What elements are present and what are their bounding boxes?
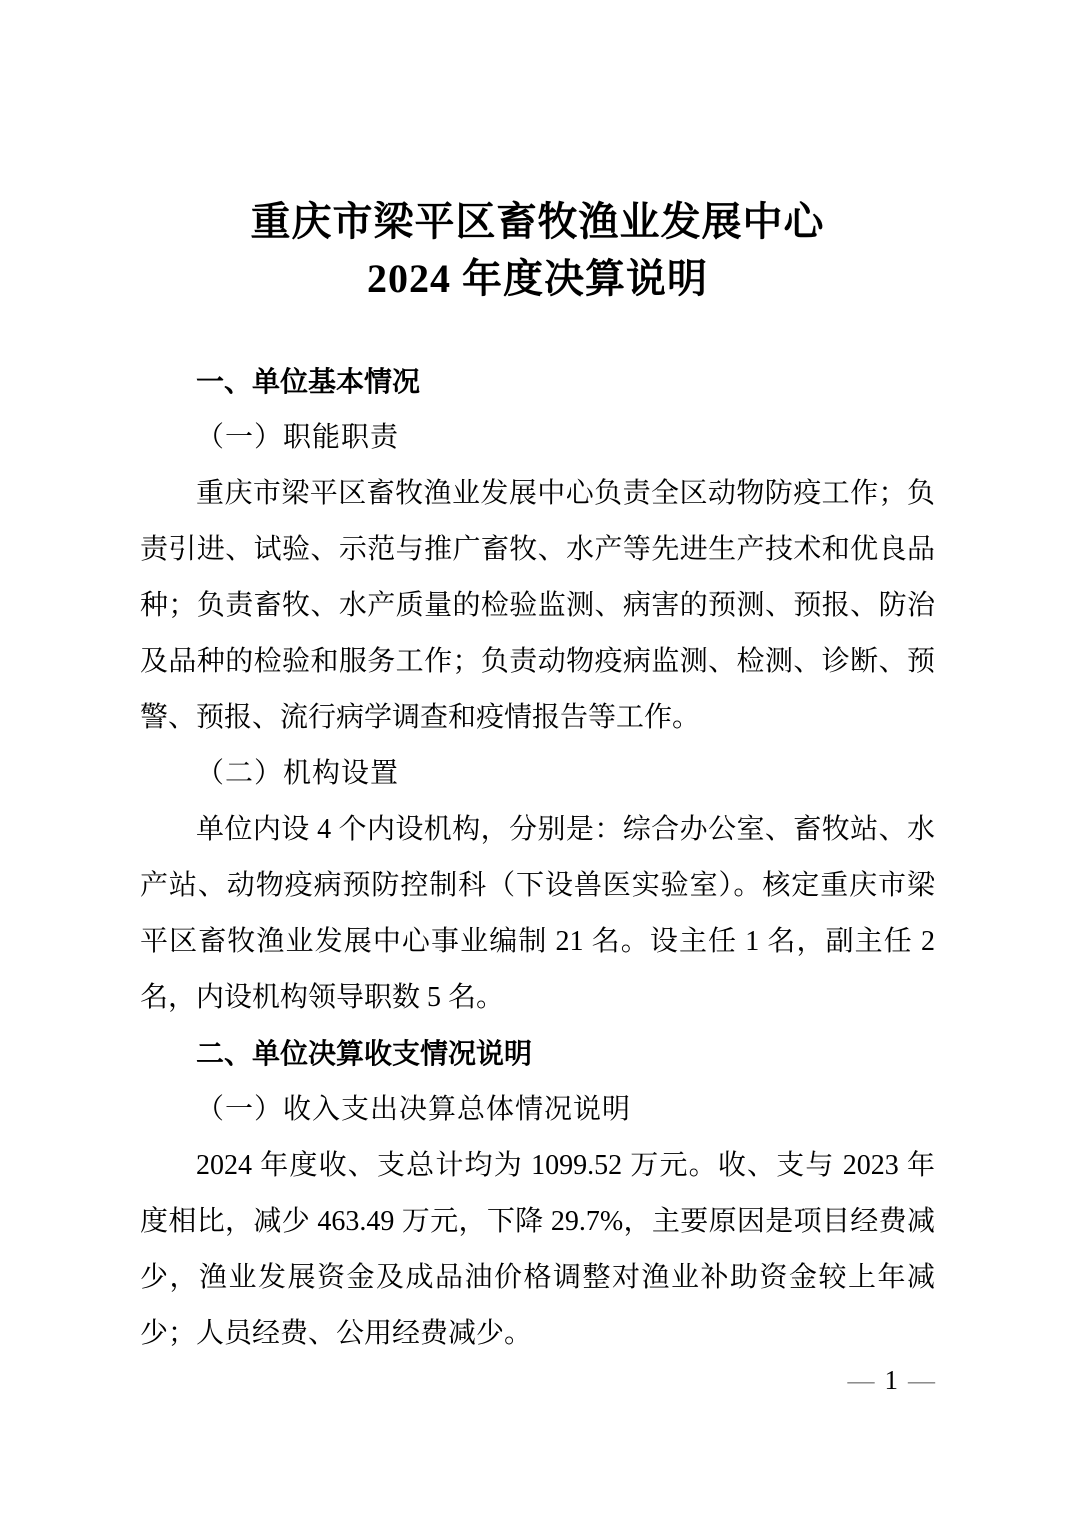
subsection-heading-overall-revenue-expenditure: （一）收入支出决算总体情况说明: [196, 1094, 632, 1125]
document-title-line1: 重庆市梁平区畜牧渔业发展中心: [250, 199, 825, 244]
paragraph-overall-revenue-expenditure: 2024 年度收、支总计均为 1099.52 万元。收、支与 2023 年度相比，减少 463.49 万元，下降 29.7%，主要原因是项目经费减少，渔业发展资金及成品油价格调整对渔业补助资金较上年减少；人员经费、公用经费减少。: [140, 1150, 935, 1349]
subsection-heading-duties: （一）职能职责: [196, 422, 400, 453]
paragraph-org-structure: 单位内设 4 个内设机构，分别是：综合办公室、畜牧站、水产站、动物疫病预防控制科（下设兽医实验室）。核定重庆市梁平区畜牧渔业发展中心事业编制 21 名。设主任 1 名，副主任 2 名，内设机构领导职数 5 名。: [140, 814, 935, 1013]
page-number-dash-left: —: [847, 1365, 875, 1395]
section-heading-final-accounts: 二、单位决算收支情况说明: [196, 1038, 533, 1069]
page-number-dash-right: —: [908, 1365, 935, 1395]
section-heading-basic-info: 一、单位基本情况: [196, 366, 421, 397]
page-footer: [848, 1360, 936, 1400]
paragraph-duties: 重庆市梁平区畜牧渔业发展中心负责全区动物防疫工作；负责引进、试验、示范与推广畜牧、水产等先进生产技术和优良品种；负责畜牧、水产质量的检验监测、病害的预测、预报、防治及品种的检验和服务工作；负责动物疫病监测、检测、诊断、预警、预报、流行病学调查和疫情报告等工作。: [140, 478, 935, 733]
document-content: [140, 193, 935, 1362]
subsection-heading-org-structure: （二）机构设置: [196, 758, 400, 789]
page-number: 1: [884, 1365, 898, 1395]
document-title-line2: 2024 年度决算说明: [367, 256, 708, 301]
document-title: [140, 193, 935, 307]
